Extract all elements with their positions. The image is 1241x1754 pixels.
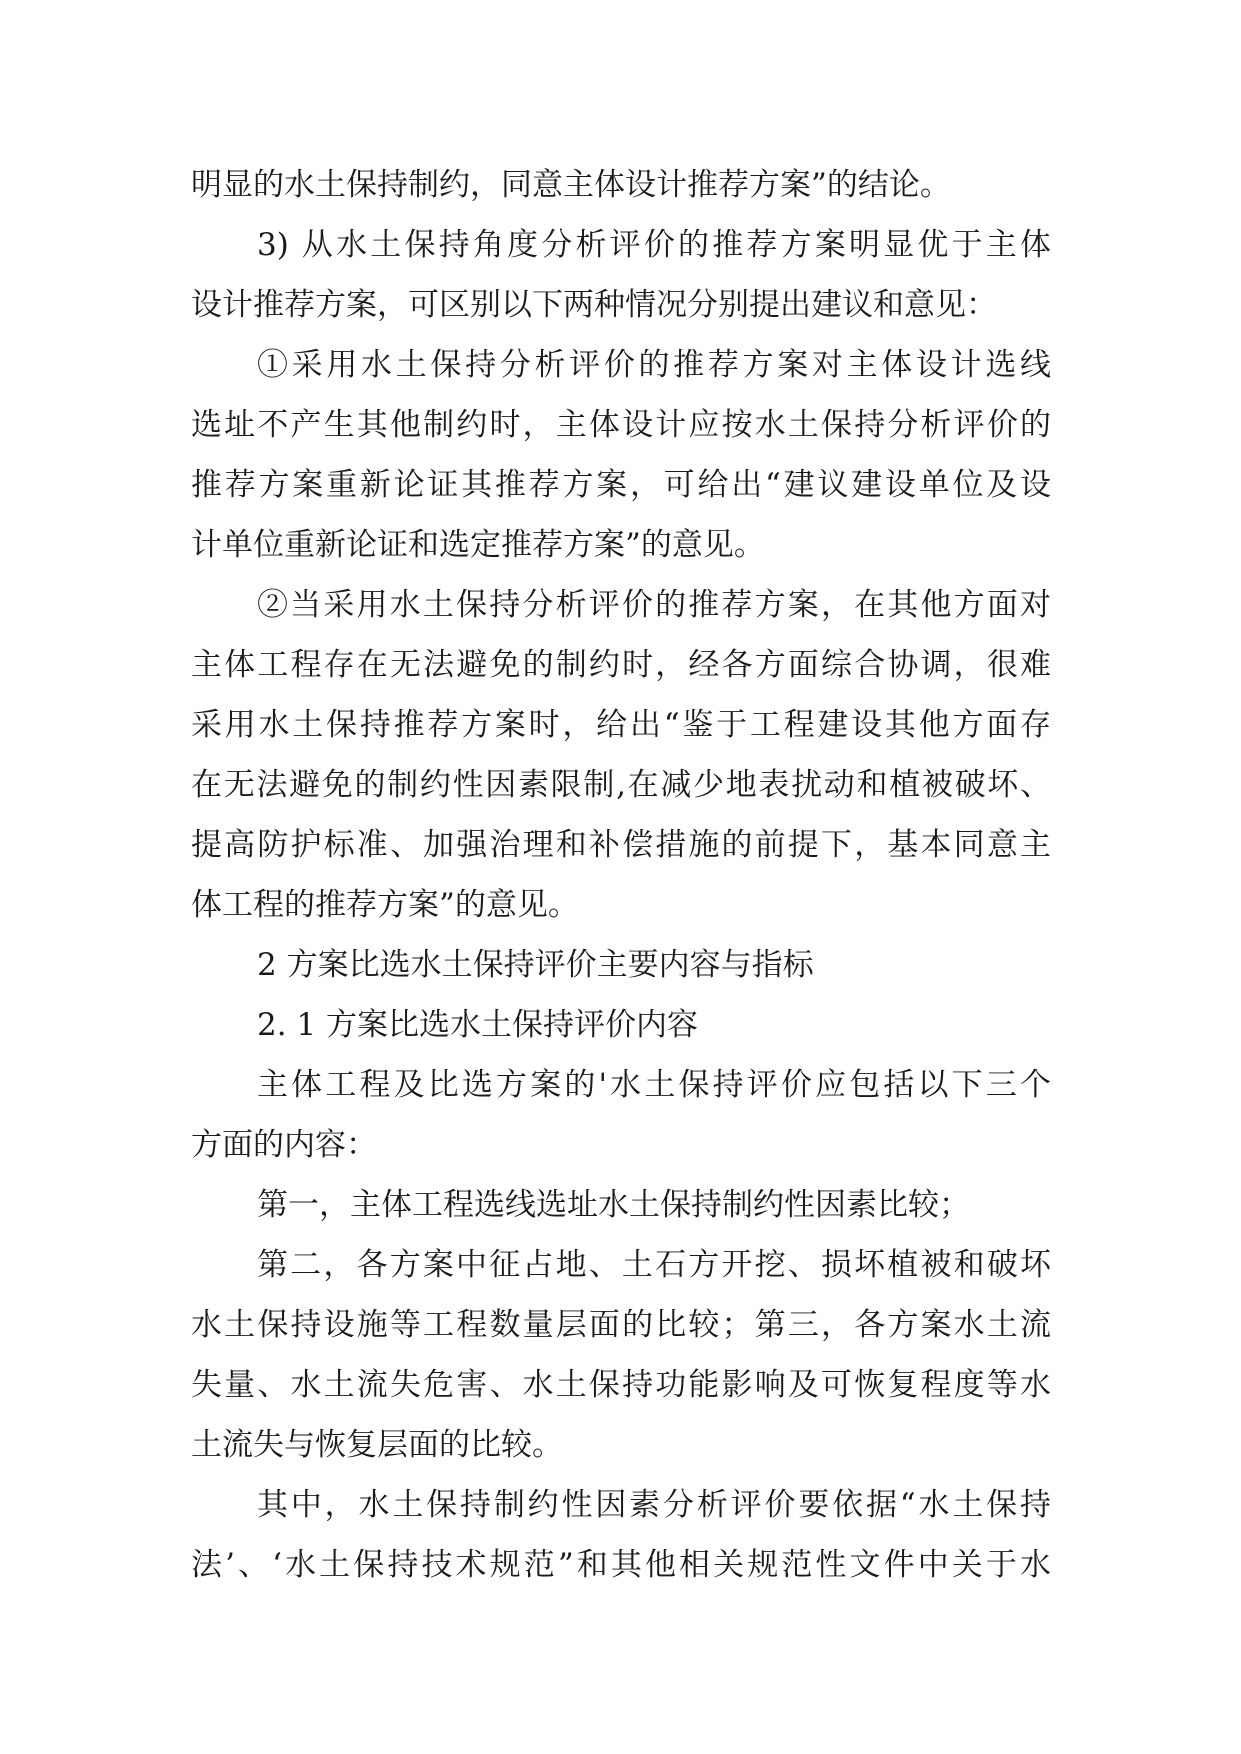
text-line: 设计推荐方案，可区别以下两种情况分别提出建议和意见： xyxy=(191,287,997,323)
text-line: 计单位重新论证和选定推荐方案”的意见。 xyxy=(191,527,765,563)
text-line: 3) 从水土保持角度分析评价的推荐方案明显优于主体 xyxy=(257,227,1051,263)
text-line: 在无法避免的制约性因素限制,在减少地表扰动和植被破坏、 xyxy=(191,767,1051,803)
text-line: 失量、水土流失危害、水土保持功能影响及可恢复程度等水 xyxy=(191,1367,1051,1403)
text-line: 第一，主体工程选线选址水土保持制约性因素比较； xyxy=(257,1187,970,1223)
text-line: 水土保持设施等工程数量层面的比较；第三，各方案水土流 xyxy=(191,1307,1051,1343)
text-line: 土流失与恢复层面的比较。 xyxy=(191,1427,563,1463)
text-line: 推荐方案重新论证其推荐方案，可给出“建议建设单位及设 xyxy=(191,467,1051,503)
text-line: ②当采用水土保持分析评价的推荐方案，在其他方面对 xyxy=(257,587,1051,623)
text-line: 其中，水土保持制约性因素分析评价要依据“水土保持 xyxy=(257,1487,1051,1523)
text-line: 采用水土保持推荐方案时，给出“鉴于工程建设其他方面存 xyxy=(191,707,1051,743)
text-line: 主体工程及比选方案的'水土保持评价应包括以下三个 xyxy=(257,1067,1051,1103)
text-line: 主体工程存在无法避免的制约时，经各方面综合协调，很难 xyxy=(191,647,1051,683)
text-line: 第二，各方案中征占地、土石方开挖、损坏植被和破坏 xyxy=(257,1247,1051,1283)
text-line: 方面的内容： xyxy=(191,1127,377,1163)
subsection-heading: 2. 1 方案比选水土保持评价内容 xyxy=(257,1007,699,1043)
text-line: 法’、‘水土保持技术规范”和其他相关规范性文件中关于水 xyxy=(191,1547,1051,1583)
text-line: 提高防护标准、加强治理和补偿措施的前提下，基本同意主 xyxy=(191,827,1051,863)
text-line: 明显的水土保持制约，同意主体设计推荐方案”的结论。 xyxy=(191,167,951,203)
section-heading: 2 方案比选水土保持评价主要内容与指标 xyxy=(257,947,814,983)
document-body xyxy=(191,155,1051,1595)
text-line: 体工程的推荐方案”的意见。 xyxy=(191,887,579,923)
text-line: ①采用水土保持分析评价的推荐方案对主体设计选线 xyxy=(257,347,1051,383)
text-line: 选址不产生其他制约时，主体设计应按水土保持分析评价的 xyxy=(191,407,1051,443)
